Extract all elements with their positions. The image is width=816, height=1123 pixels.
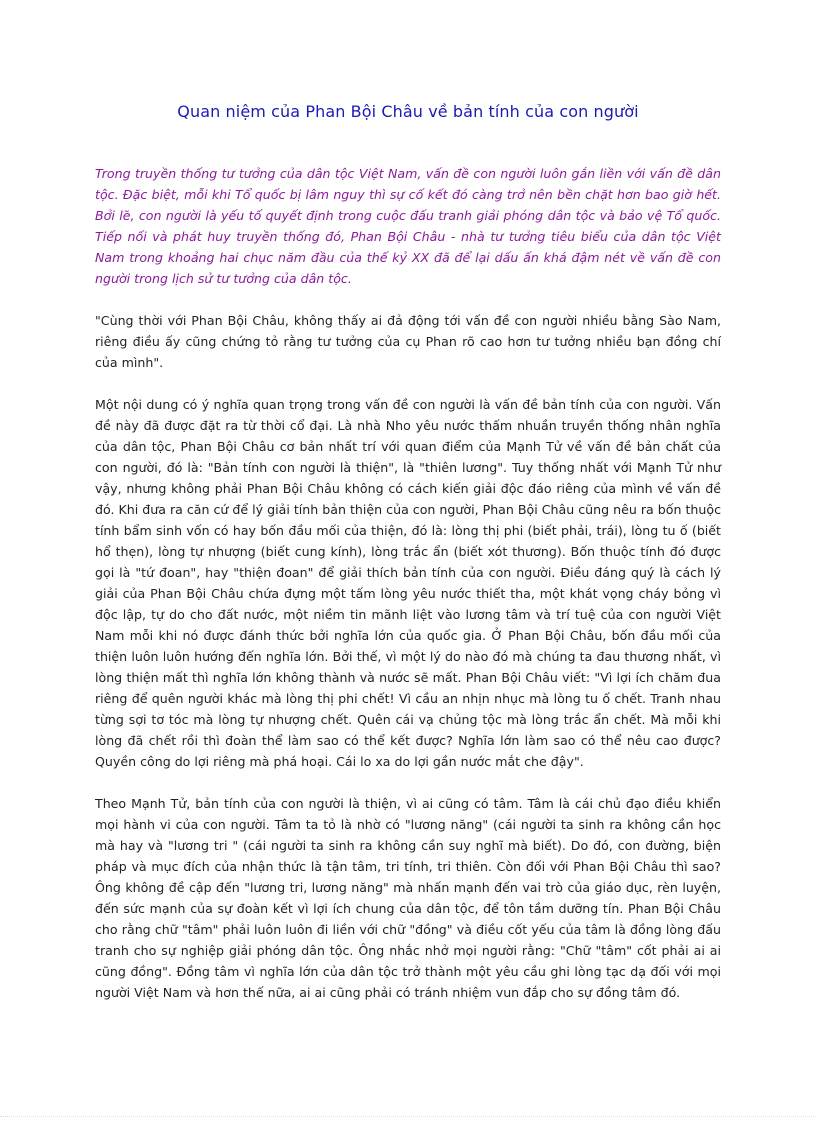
body-paragraph-2: Một nội dung có ý nghĩa quan trọng trong vấn đề con người là vấn đề bản tính của con người. Vấn đề này đã được đặt ra từ thời cổ đại. Là nhà Nho yêu nước thấm nhuần truyền thống nhân nghĩa của dân tộc, Phan Bội Châu cơ bản nhất trí với quan điểm của Mạnh Tử về vấn đề bản chất của con người, đó là: "Bản tính con người là thiện", là "thiên lương". Tuy thống nhất với Mạnh Tử như vậy, nhưng không phải Phan Bội Châu không có cách kiến giải độc đáo riêng của mình về vấn đề đó. Khi đưa ra căn cứ để lý giải tính bản thiện của con người, Phan Bội Châu cũng nêu ra bốn thuộc tính bẩm sinh vốn có hay bốn đầu mối của thiện, đó là: lòng thị phi (biết phải, trái), lòng tu ố (biết hổ thẹn), lòng tự nhượng (biết cung kính), lòng trắc ẩn (biết xót thương). Bốn thuộc tính đó được gọi là "tứ đoan", hay "thiện đoan" để giải thích bản tính của con người. Điều đáng quý là cách lý giải của Phan Bội Châu chứa đựng một tấm lòng yêu nước thiết tha, một khát vọng cháy bỏng vì độc lập, tự do cho đất nước, một niềm tin mãnh liệt vào lương tâm và trí tuệ của con người Việt Nam mỗi khi nó được đánh thức bởi nghĩa lớn của quốc gia. Ở Phan Bội Châu, bốn đầu mối của thiện luôn luôn hướng đến nghĩa lớn. Bởi thế, vì một lý do nào đó mà chúng ta đau thương nhất, vì lòng thiện mất thì nghĩa lớn không thành và nước sẽ mất. Phan Bội Châu viết: "Vì lợi ích chăm đua riêng để quên người khác mà lòng thị phi chết! Vì cầu an nhịn nhục mà lòng tu ố chết. Tranh nhau từng sợi tơ tóc mà lòng tự nhượng chết. Quên cái vạ chủng tộc mà lòng trắc ẩn chết. Mà mỗi khi lòng đã chết rồi thì đoàn thể làm sao có thể kết được? Nghĩa lớn làm sao có thể nêu cao được? Quyền công do lợi riêng mà phá hoại. Cái lo xa do lợi gần nước mắt che đậy".: [95, 397, 721, 769]
document-page: [95, 102, 721, 1024]
document-title: Quan niệm của Phan Bội Châu về bản tính của con người: [177, 102, 639, 121]
page-edge-divider: [0, 1116, 816, 1117]
body-paragraph-3: Theo Mạnh Tử, bản tính của con người là thiện, vì ai cũng có tâm. Tâm là cái chủ đạo điều khiển mọi hành vi của con người. Tâm ta tỏ là nhờ có "lương năng" (cái người ta sinh ra không cần học mà hay và "lương tri " (cái người ta sinh ra không cần suy nghĩ mà biết). Do đó, con đường, biện pháp và mục đích của nhận thức là tận tâm, tri tính, tri thiên. Còn đối với Phan Bội Châu thì sao? Ông không đề cập đến "lương tri, lương năng" mà nhấn mạnh đến vai trò của giáo dục, rèn luyện, đến sức mạnh của sự đoàn kết vì lợi ích chung của dân tộc, để tôn tầm dưỡng tín. Phan Bội Châu cho rằng chữ "tâm" phải luôn luôn đi liền với chữ "đồng" và điều cốt yếu của tâm là đồng lòng đấu tranh cho sự nghiệp giải phóng dân tộc. Ông nhắc nhở mọi người rằng: "Chữ "tâm" cốt phải ai ai cũng đồng". Đồng tâm vì nghĩa lớn của dân tộc trở thành một yêu cầu ghi lòng tạc dạ đối với mọi người Việt Nam và hơn thế nữa, ai ai cũng phải có tránh nhiệm vun đắp cho sự đồng tâm đó.: [95, 796, 721, 1000]
intro-paragraph: Trong truyền thống tư tưởng của dân tộc Việt Nam, vấn đề con người luôn gắn liền với vấn đề dân tộc. Đặc biệt, mỗi khi Tổ quốc bị lâm nguy thì sự cố kết đó càng trở nên bền chặt hơn bao giờ hết. Bởi lẽ, con người là yếu tố quyết định trong cuộc đấu tranh giải phóng dân tộc và bảo vệ Tổ quốc. Tiếp nối và phát huy truyền thống đó, Phan Bội Châu - nhà tư tưởng tiêu biểu của dân tộc Việt Nam trong khoảng hai chục năm đầu của thế kỷ XX đã để lại dấu ấn khá đậm nét về vấn đề con người trong lịch sử tư tưởng của dân tộc.: [95, 166, 721, 286]
body-paragraph-1: "Cùng thời với Phan Bội Châu, không thấy ai đả động tới vấn đề con người nhiều bằng Sào Nam, riêng điều ấy cũng chứng tỏ rằng tư tưởng của cụ Phan rõ cao hơn tư tưởng nhiều bạn đồng chí của mình".: [95, 313, 721, 370]
